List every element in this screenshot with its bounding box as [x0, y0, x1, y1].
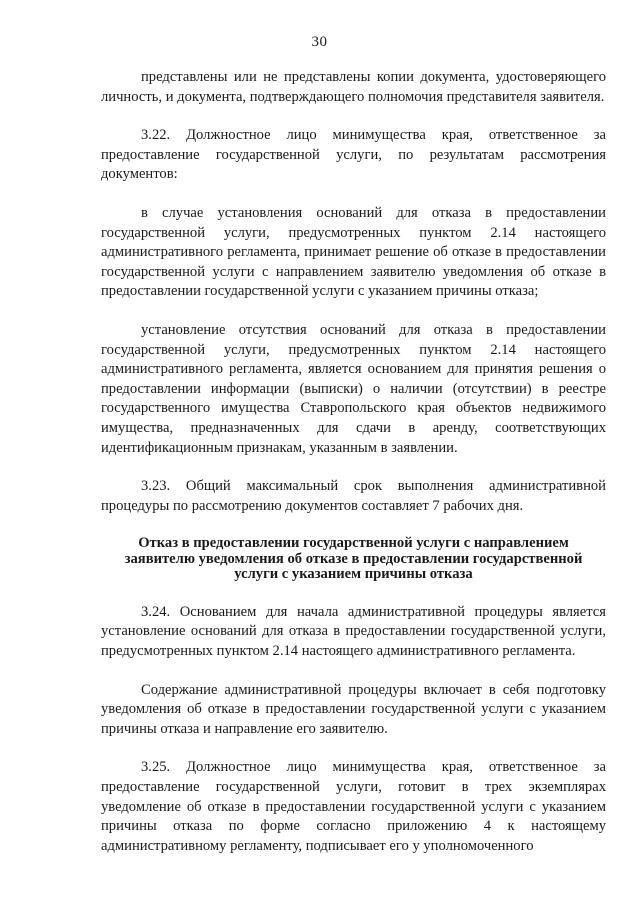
- section-heading: Отказ в предоставлении государственной услуги с направлением заявителю уведомления об отказе в предоставлении государственной услуги с указанием причины отказа: [124, 535, 583, 583]
- paragraph-procedure-content: Содержание административной процедуры включает в себя подготовку уведомления об отказе в предоставлении государственной услуги с указанием причины отказа и направление его заявителю.: [101, 681, 606, 737]
- page-number: 30: [311, 34, 328, 50]
- paragraph-representative-documents: представлены или не представлены копии документа, удостоверяющего личность, и документа, подтверждающего полномочия представителя заявителя.: [101, 69, 606, 105]
- paragraph-3-25: 3.25. Должностное лицо минимущества края, ответственное за предоставление государственной услуги, готовит в трех экземплярах уведомление об отказе в предоставлении государственной услуги с указанием причины отказа по форме согласно приложению 4 к настоящему административному регламенту, подписывает его у уполномоченного: [101, 759, 606, 854]
- paragraph-3-24: 3.24. Основанием для начала административной процедуры является установление оснований для отказа в предоставлении государственной услуги, предусмотренных пунктом 2.14 настоящего административного регламента.: [101, 603, 606, 659]
- paragraph-refusal-grounds: в случае установления оснований для отказа в предоставлении государственной услуги, предусмотренных пунктом 2.14 настоящего административного регламента, принимает решение об отказе в предоставлении государственной услуги с направлением заявителю уведомления об отказе в предоставлении государственной услуги с указанием причины отказа;: [101, 204, 606, 300]
- paragraph-3-22: 3.22. Должностное лицо минимущества края, ответственное за предоставление государственной услуги, по результатам рассмотрения документов:: [101, 127, 606, 183]
- paragraph-no-refusal-grounds: установление отсутствия оснований для отказа в предоставлении государственной услуги, предусмотренных пунктом 2.14 настоящего административного регламента, является основанием для принятия решения о предоставлении информации (выписки) о наличии (отсутствии) в реестре государственного имущества Ставропольского края объектов недвижимого имущества, предназначенных для сдачи в аренду, соответствующих идентификационным признакам, указанным в заявлении.: [101, 321, 606, 456]
- document-body: [101, 68, 606, 856]
- paragraph-3-23: 3.23. Общий максимальный срок выполнения административной процедуры по рассмотрению документов составляет 7 рабочих дня.: [101, 478, 606, 514]
